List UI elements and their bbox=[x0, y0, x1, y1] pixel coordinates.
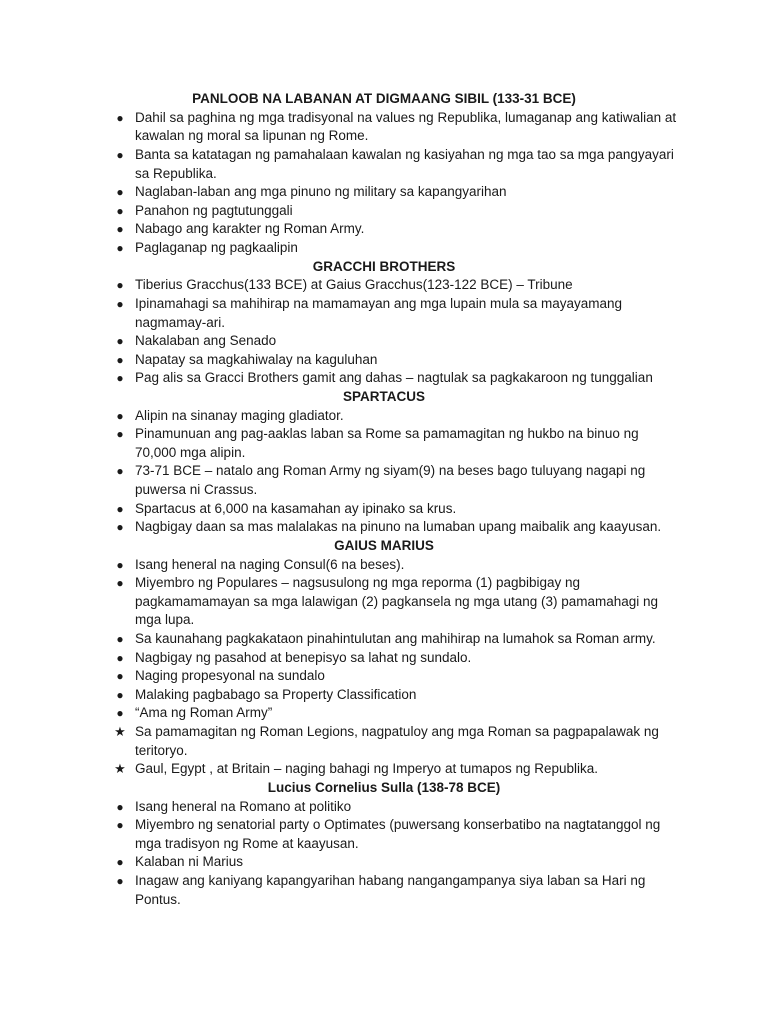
list-item bbox=[0, 146, 768, 183]
list-item-text: Miyembro ng senatorial party o Optimates (puwersang konserbatibo na nagtatanggol ng mga tradisyon ng Rome at kaayusan. bbox=[135, 817, 661, 851]
bullet-icon: ● bbox=[116, 818, 124, 833]
star-icon: ★ bbox=[114, 761, 126, 777]
bullet-list bbox=[0, 109, 768, 258]
list-item-text: Alipin na sinanay maging gladiator. bbox=[135, 407, 344, 423]
bullet-icon: ● bbox=[116, 278, 124, 293]
bullet-icon: ● bbox=[116, 352, 124, 367]
list-item-text: Isang heneral na naging Consul(6 na beses). bbox=[135, 556, 405, 572]
bullet-icon: ● bbox=[116, 464, 124, 479]
section-heading: GAIUS MARIUS bbox=[334, 537, 434, 553]
bullet-icon: ● bbox=[116, 873, 124, 888]
list-item bbox=[0, 686, 768, 705]
bullet-list bbox=[0, 276, 768, 388]
bullet-icon: ● bbox=[116, 240, 124, 255]
list-item-text: Miyembro ng Populares – nagsusulong ng mga reporma (1) pagbibigay ng pagkamamamayan sa mga lalawigan (2) pagkansela ng mga utang (3) pamamahagi ng mga lupa. bbox=[135, 575, 659, 628]
section-civil-war bbox=[0, 90, 768, 258]
bullet-icon: ● bbox=[116, 687, 124, 702]
bullet-icon: ● bbox=[116, 799, 124, 814]
list-item-text: Ipinamahagi sa mahihirap na mamamayan ang mga lupain mula sa mayayamang nagmamay-ari. bbox=[135, 295, 623, 330]
bullet-icon: ● bbox=[116, 147, 124, 162]
list-item bbox=[0, 295, 768, 332]
list-item-text: Pinamunuan ang pag-aaklas laban sa Rome sa pamamagitan ng hukbo na binuo ng 70,000 mga alipin. bbox=[135, 426, 639, 460]
bullet-icon: ● bbox=[116, 501, 124, 516]
list-item-text: Isang heneral na Romano at politiko bbox=[135, 798, 352, 814]
list-item-text: Pag alis sa Gracci Brothers gamit ang dahas – nagtulak sa pagkakaroon ng tunggalian bbox=[135, 370, 653, 386]
document-page bbox=[0, 90, 768, 909]
list-item bbox=[0, 816, 768, 853]
list-item-text: Paglaganap ng pagkaalipin bbox=[135, 239, 298, 255]
bullet-icon: ● bbox=[116, 185, 124, 200]
bullet-icon: ● bbox=[116, 408, 124, 423]
list-item bbox=[0, 220, 768, 239]
section-spartacus bbox=[0, 388, 768, 537]
star-icon: ★ bbox=[114, 724, 126, 739]
list-item bbox=[0, 239, 768, 258]
list-item bbox=[0, 556, 768, 575]
bullet-list bbox=[0, 407, 768, 537]
list-item-text: Malaking pagbabago sa Property Classification bbox=[135, 686, 417, 702]
list-item bbox=[0, 872, 768, 909]
list-item bbox=[0, 704, 768, 723]
section-heading: SPARTACUS bbox=[342, 388, 425, 404]
bullet-icon: ● bbox=[116, 669, 124, 684]
list-item bbox=[0, 574, 768, 630]
section-heading: GRACCHI BROTHERS bbox=[312, 258, 456, 274]
list-item bbox=[0, 760, 768, 779]
list-item bbox=[0, 425, 768, 462]
list-item-text: 73-71 BCE – natalo ang Roman Army ng siyam(9) na beses bago tuluyang nagapi ng puwersa ni Crassus. bbox=[135, 463, 646, 498]
section-heading: PANLOOB NA LABANAN AT DIGMAANG SIBIL (133-31 BCE) bbox=[192, 91, 576, 106]
list-item bbox=[0, 202, 768, 221]
bullet-icon: ● bbox=[116, 427, 124, 442]
bullet-icon: ● bbox=[116, 650, 124, 665]
section-gracchi-brothers bbox=[0, 258, 768, 388]
bullet-icon: ● bbox=[116, 706, 124, 721]
list-item bbox=[0, 369, 768, 388]
list-item-text: Sa pamamagitan ng Roman Legions, nagpatuloy ang mga Roman sa pagpapalawak ng teritoryo. bbox=[135, 724, 659, 758]
bullet-icon: ● bbox=[116, 520, 124, 535]
bullet-icon: ● bbox=[116, 557, 124, 572]
list-item-text: Banta sa katatagan ng pamahalaan kawalan ng kasiyahan ng mga tao sa mga pangyayari sa Republika. bbox=[135, 146, 674, 181]
list-item-text: Napatay sa magkahiwalay na kaguluhan bbox=[135, 351, 378, 367]
list-item-text: Kalaban ni Marius bbox=[135, 854, 244, 870]
list-item-text: Tiberius Gracchus(133 BCE) at Gaius Gracchus(123-122 BCE) – Tribune bbox=[135, 277, 573, 293]
list-item-text: “Ama ng Roman Army” bbox=[135, 705, 273, 721]
list-item bbox=[0, 798, 768, 817]
section-heading: Lucius Cornelius Sulla (138-78 BCE) bbox=[267, 779, 501, 795]
list-item-text: Naging propesyonal na sundalo bbox=[135, 668, 325, 684]
list-item-text: Dahil sa paghina ng mga tradisyonal na values ng Republika, lumaganap ang katiwalian at kawalan ng moral sa lipunan ng Rome. bbox=[135, 109, 677, 144]
bullet-icon: ● bbox=[116, 110, 124, 125]
list-item-text: Gaul, Egypt , at Britain – naging bahagi ng Imperyo at tumapos ng Republika. bbox=[135, 761, 599, 777]
bullet-icon: ● bbox=[116, 632, 124, 647]
list-item bbox=[0, 462, 768, 499]
list-item bbox=[0, 667, 768, 686]
section-gaius-marius bbox=[0, 537, 768, 779]
list-item bbox=[0, 109, 768, 146]
list-item bbox=[0, 630, 768, 649]
bullet-icon: ● bbox=[116, 576, 124, 591]
bullet-icon: ● bbox=[116, 855, 124, 870]
list-item-text: Nakalaban ang Senado bbox=[135, 333, 277, 349]
list-item bbox=[0, 500, 768, 519]
list-item bbox=[0, 649, 768, 668]
list-item-text: Inagaw ang kaniyang kapangyarihan habang nangangampanya siya laban sa Hari ng Pontus. bbox=[135, 872, 646, 907]
section-sulla bbox=[0, 779, 768, 909]
list-item-text: Panahon ng pagtutunggali bbox=[135, 202, 293, 218]
bullet-list bbox=[0, 556, 768, 779]
bullet-list bbox=[0, 798, 768, 910]
bullet-icon: ● bbox=[116, 371, 124, 386]
list-item bbox=[0, 332, 768, 351]
list-item bbox=[0, 518, 768, 537]
list-item-text: Nabago ang karakter ng Roman Army. bbox=[135, 221, 365, 237]
list-item-text: Nagbigay ng pasahod at benepisyo sa lahat ng sundalo. bbox=[135, 649, 472, 665]
bullet-icon: ● bbox=[116, 203, 124, 218]
list-item bbox=[0, 276, 768, 295]
list-item bbox=[0, 183, 768, 202]
list-item bbox=[0, 351, 768, 370]
list-item-text: Naglaban-laban ang mga pinuno ng military sa kapangyarihan bbox=[135, 184, 507, 200]
bullet-icon: ● bbox=[116, 334, 124, 349]
list-item bbox=[0, 723, 768, 760]
list-item-text: Sa kaunahang pagkakataon pinahintulutan ang mahihirap na lumahok sa Roman army. bbox=[135, 631, 656, 647]
bullet-icon: ● bbox=[116, 296, 124, 311]
list-item bbox=[0, 407, 768, 426]
list-item bbox=[0, 853, 768, 872]
bullet-icon: ● bbox=[116, 222, 124, 237]
list-item-text: Nagbigay daan sa mas malalakas na pinuno na lumaban upang maibalik ang kaayusan. bbox=[135, 519, 662, 535]
list-item-text: Spartacus at 6,000 na kasamahan ay ipinako sa krus. bbox=[135, 500, 457, 516]
